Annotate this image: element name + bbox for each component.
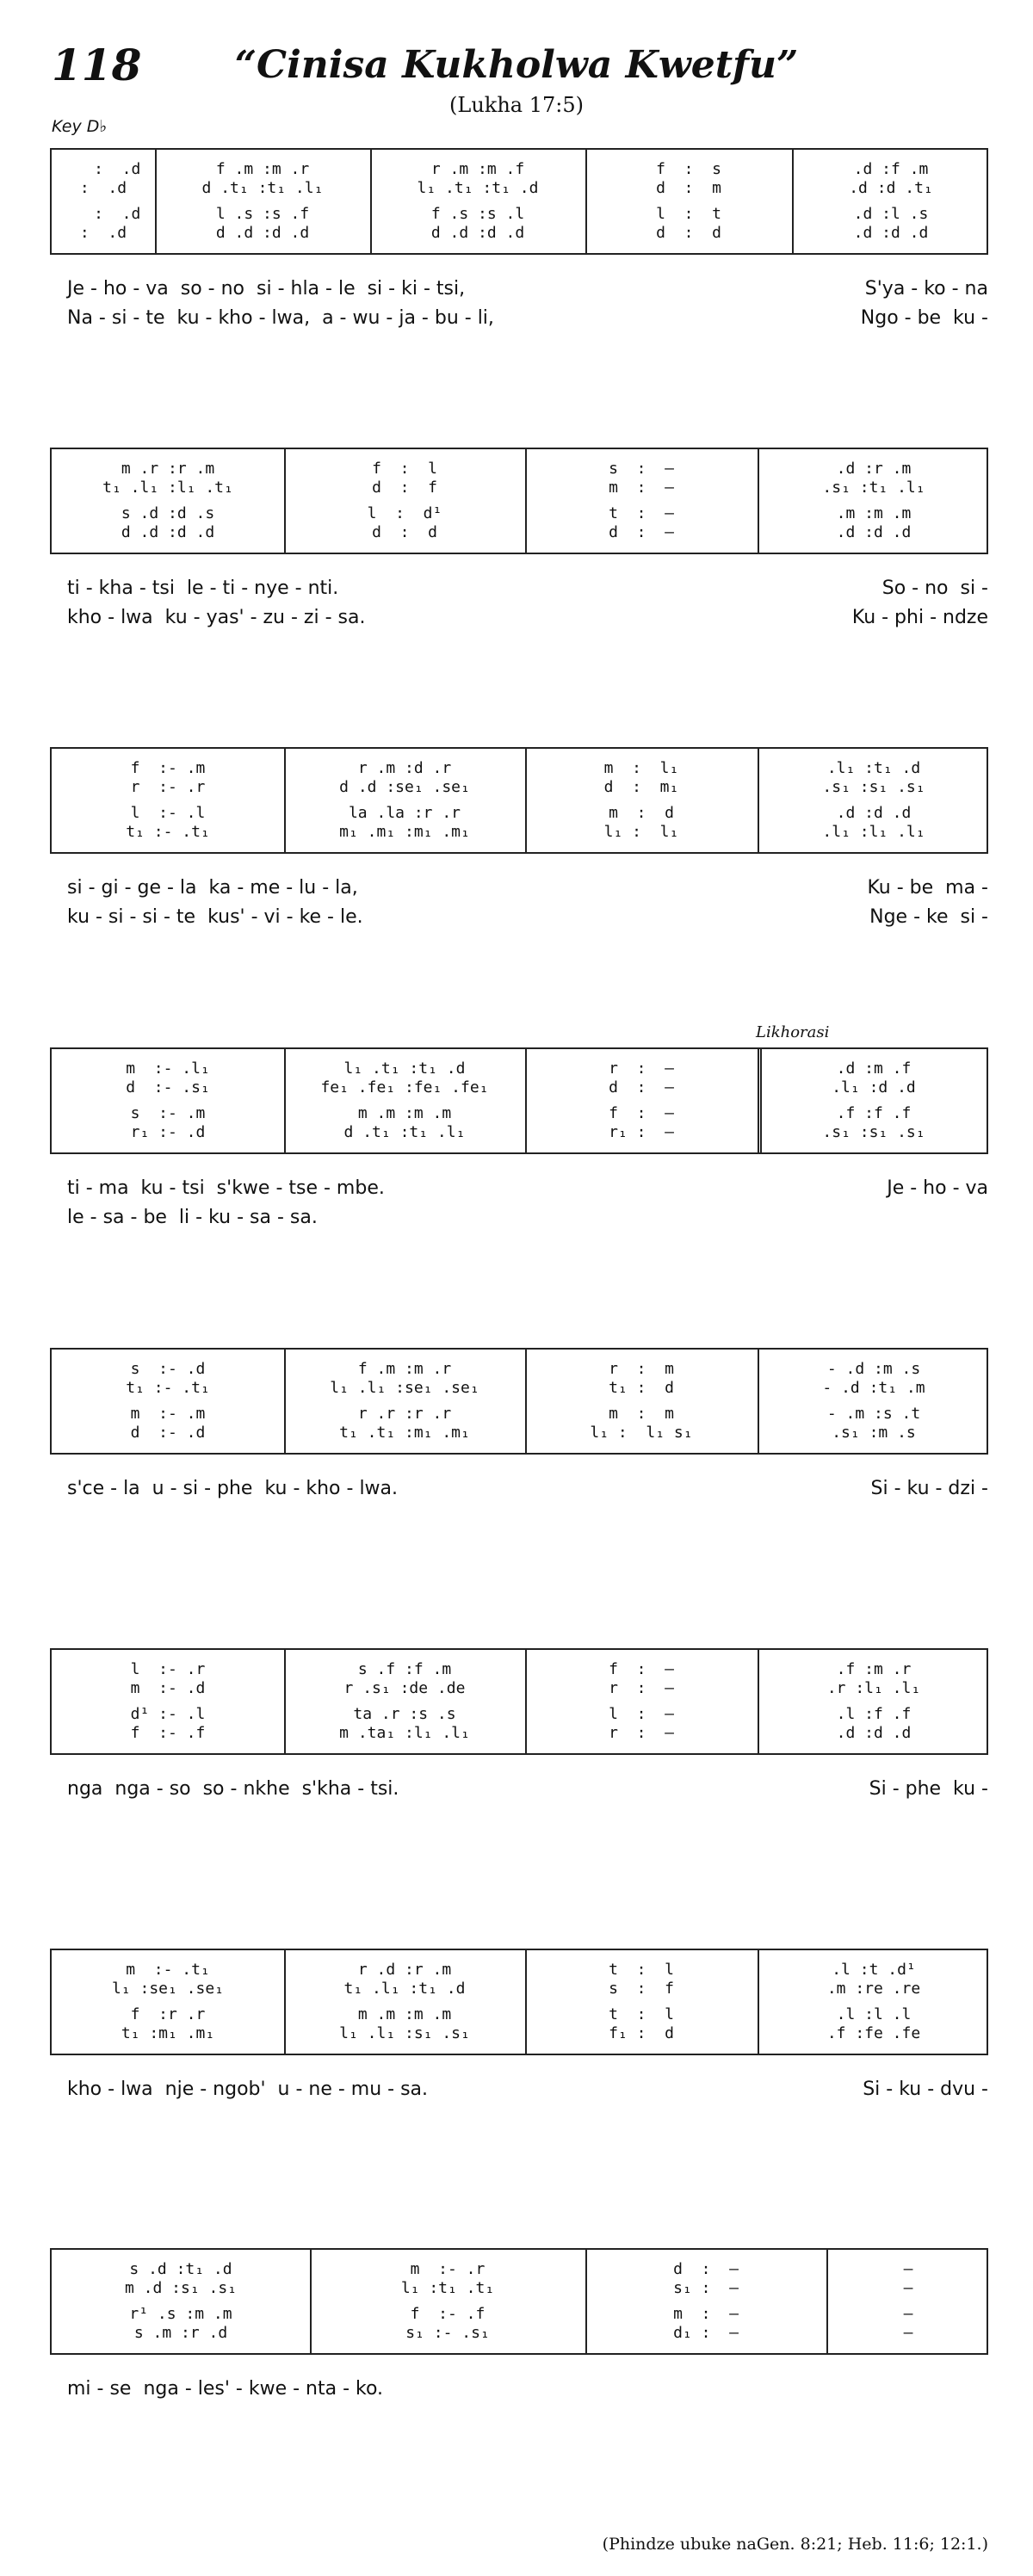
solfa-notes: l₁ : l₁: [603, 823, 679, 841]
solfa-notes: : .d: [65, 205, 141, 223]
solfa-notes: f .m :m .r: [215, 160, 310, 178]
solfa-notes: d : m₁: [603, 778, 679, 796]
solfa-notes: l₁ :t₁ .t₁: [400, 2279, 495, 2297]
solfa-notes: s .m :r .d: [133, 2324, 228, 2342]
solfa-notes: m .m :m .m: [357, 1104, 452, 1122]
solfa-notes: - .d :m .s: [826, 1360, 921, 1378]
solfa-notes: l :- .r: [130, 1660, 206, 1678]
solfa-notes: r .m :m .f: [430, 160, 525, 178]
solfa-notes: .s₁ :s₁ .s₁: [822, 1123, 925, 1141]
solfa-notes: .r :l₁ .l₁: [826, 1679, 921, 1697]
music-system: [50, 448, 988, 646]
solfa-notes: s :- .d: [130, 1360, 206, 1378]
solfa-notes: .f :m .r: [836, 1660, 912, 1678]
solfa-notes: .l :t .d¹: [832, 1961, 916, 1979]
staff-box: [50, 1348, 988, 1455]
solfa-notes: t₁ .l₁ :l₁ .t₁: [102, 479, 233, 497]
solfa-notes: : .d: [79, 179, 127, 197]
solfa-notes: f : —: [609, 1660, 674, 1678]
solfa-notes: : .d: [65, 160, 141, 178]
solfa-notes: s .f :f .m: [357, 1660, 452, 1678]
solfa-notes: .d :l .s: [853, 205, 929, 223]
solfa-notes: .d :d .d: [836, 1724, 912, 1742]
lyric-pickup: Ku - be ma -: [867, 877, 988, 899]
music-system: [50, 1949, 988, 2147]
solfa-notes: s₁ : —: [673, 2279, 739, 2297]
solfa-notes: m : d: [609, 804, 674, 822]
solfa-notes: m .ta₁ :l₁ .l₁: [339, 1724, 470, 1742]
solfa-notes: l₁ .l₁ :s₁ .s₁: [339, 2024, 470, 2042]
solfa-notes: m :- .t₁: [126, 1961, 210, 1979]
solfa-notes: m : —: [609, 479, 674, 497]
solfa-notes: m :- .l₁: [126, 1059, 210, 1078]
solfa-notes: f :- .f: [410, 2305, 486, 2323]
solfa-notes: s .d :d .s: [121, 504, 215, 522]
solfa-notes: t : —: [609, 504, 674, 522]
music-system: [50, 2248, 988, 2446]
solfa-notes: t₁ : d: [609, 1379, 674, 1397]
solfa-notes: l₁ :se₁ .se₁: [111, 1980, 225, 1998]
solfa-notes: m : m: [609, 1405, 674, 1423]
staff-box: [50, 1047, 988, 1154]
solfa-notes: f :- .f: [130, 1724, 206, 1742]
solfa-notes: .m :re .re: [826, 1980, 921, 1998]
solfa-notes: f .m :m .r: [357, 1360, 452, 1378]
solfa-notes: .d :d .d: [853, 224, 929, 242]
staff-box: [50, 148, 988, 255]
solfa-notes: s₁ :- .s₁: [405, 2324, 490, 2342]
solfa-notes: .s₁ :m .s: [832, 1424, 916, 1442]
lyric-pickup: Si - ku - dzi -: [870, 1478, 988, 1499]
solfa-notes: —: [903, 2305, 913, 2323]
solfa-notes: f₁ : d: [609, 2024, 674, 2042]
solfa-notes: t : l: [609, 1961, 674, 1979]
solfa-notes: m : l₁: [603, 759, 679, 777]
solfa-notes: l :- .l: [130, 804, 206, 822]
solfa-notes: l : —: [609, 1705, 674, 1723]
solfa-notes: d : —: [609, 1078, 674, 1096]
solfa-notes: f :- .m: [130, 759, 206, 777]
solfa-notes: m :- .d: [130, 1679, 206, 1697]
solfa-notes: d :- .s₁: [126, 1078, 210, 1096]
solfa-notes: d .d :d .d: [215, 224, 310, 242]
lyric-pickup: Ngo - be ku -: [860, 307, 988, 329]
lyric-line: kho - lwa nje - ngob' u - ne - mu - sa.: [67, 2079, 429, 2100]
footer-references: (Phindze ubuke naGen. 8:21; Heb. 11:6; 12:1.): [602, 2535, 988, 2554]
lyric-pickup: So - no si -: [881, 578, 988, 599]
lyric-pickup: Je - ho - va: [887, 1177, 988, 1199]
solfa-notes: l₁ .l₁ :se₁ .se₁: [330, 1379, 479, 1397]
solfa-notes: r .s₁ :de .de: [343, 1679, 466, 1697]
solfa-notes: f :r .r: [130, 2005, 206, 2023]
solfa-notes: r¹ .s :m .m: [129, 2305, 232, 2323]
key-signature: Key D♭: [52, 117, 108, 136]
solfa-notes: f : s: [656, 160, 721, 178]
solfa-notes: - .m :s .t: [826, 1405, 921, 1423]
solfa-notes: l : d¹: [367, 504, 442, 522]
lyric-line: nga nga - so so - nkhe s'kha - tsi.: [67, 1778, 399, 1800]
solfa-notes: s : f: [609, 1980, 674, 1998]
solfa-notes: t₁ :m₁ .m₁: [121, 2024, 215, 2042]
solfa-notes: d .d :d .d: [430, 224, 525, 242]
solfa-notes: s :- .m: [130, 1104, 206, 1122]
lyric-pickup: Nge - ke si -: [869, 906, 988, 928]
solfa-notes: m : —: [673, 2305, 739, 2323]
solfa-notes: m .r :r .m: [121, 460, 215, 478]
solfa-notes: r :- .r: [130, 778, 206, 796]
solfa-notes: d : f: [372, 479, 437, 497]
solfa-notes: r : m: [609, 1360, 674, 1378]
solfa-notes: m :- .r: [410, 2260, 486, 2278]
lyric-pickup: Si - ku - dvu -: [863, 2079, 988, 2100]
solfa-notes: d .t₁ :t₁ .l₁: [201, 179, 324, 197]
solfa-notes: l : t: [656, 205, 721, 223]
solfa-notes: .l₁ :d .d: [832, 1078, 916, 1096]
solfa-notes: s .d :t₁ .d: [129, 2260, 232, 2278]
lyric-line: Je - ho - va so - no si - hla - le si - ki - tsi,: [67, 278, 466, 300]
solfa-notes: : .d: [79, 224, 127, 242]
lyric-line: si - gi - ge - la ka - me - lu - la,: [67, 877, 358, 899]
song-title: “Cinisa Kukholwa Kwetfu”: [234, 43, 799, 87]
scripture-reference: (Lukha 17:5): [449, 93, 584, 117]
solfa-notes: d : —: [609, 523, 674, 541]
solfa-notes: m .m :m .m: [357, 2005, 452, 2023]
music-system: [50, 1023, 988, 1245]
solfa-notes: f .s :s .l: [430, 205, 525, 223]
solfa-notes: f : l: [372, 460, 437, 478]
solfa-notes: - .d :t₁ .m: [822, 1379, 925, 1397]
solfa-notes: .d :r .m: [836, 460, 912, 478]
lyric-line: ti - ma ku - tsi s'kwe - tse - mbe.: [67, 1177, 385, 1199]
solfa-notes: d .d :d .d: [121, 523, 215, 541]
lyric-line: ku - si - si - te kus' - vi - ke - le.: [67, 906, 363, 928]
solfa-notes: t₁ :- .t₁: [126, 1379, 210, 1397]
solfa-notes: t₁ .t₁ :m₁ .m₁: [339, 1424, 470, 1442]
solfa-notes: —: [903, 2279, 913, 2297]
solfa-notes: d₁ : —: [673, 2324, 739, 2342]
lyric-pickup: S'ya - ko - na: [864, 278, 988, 300]
staff-box: [50, 2248, 988, 2355]
solfa-notes: .l₁ :t₁ .d: [826, 759, 921, 777]
solfa-notes: d : m: [656, 179, 721, 197]
solfa-notes: .f :f .f: [836, 1104, 912, 1122]
lyric-line: ti - kha - tsi le - ti - nye - nti.: [67, 578, 339, 599]
music-system: [50, 148, 988, 346]
solfa-notes: .d :d .t₁: [849, 179, 933, 197]
music-system: [50, 747, 988, 945]
solfa-notes: t₁ .l₁ :t₁ .d: [343, 1980, 466, 1998]
solfa-notes: .s₁ :t₁ .l₁: [822, 479, 925, 497]
solfa-notes: l₁ .t₁ :t₁ .d: [417, 179, 539, 197]
solfa-notes: s : —: [609, 460, 674, 478]
solfa-notes: .d :d .d: [836, 804, 912, 822]
song-number: 118: [52, 40, 142, 90]
lyric-line: mi - se nga - les' - kwe - nta - ko.: [67, 2378, 384, 2400]
staff-box: [50, 747, 988, 854]
solfa-notes: d .d :se₁ .se₁: [339, 778, 470, 796]
lyric-line: le - sa - be li - ku - sa - sa.: [67, 1207, 318, 1228]
solfa-notes: m₁ .m₁ :m₁ .m₁: [339, 823, 470, 841]
solfa-notes: .l :f .f: [836, 1705, 912, 1723]
solfa-notes: d .t₁ :t₁ .l₁: [343, 1123, 466, 1141]
lyric-line: s'ce - la u - si - phe ku - kho - lwa.: [67, 1478, 399, 1499]
solfa-notes: d : d: [372, 523, 437, 541]
solfa-notes: l₁ : l₁ s₁: [590, 1424, 693, 1442]
lyric-pickup: Si - phe ku -: [869, 1778, 988, 1800]
solfa-notes: ta .r :s .s: [353, 1705, 456, 1723]
solfa-notes: .d :d .d: [836, 523, 912, 541]
solfa-notes: .d :f .m: [853, 160, 929, 178]
solfa-notes: d :- .d: [130, 1424, 206, 1442]
music-system: [50, 1648, 988, 1846]
chorus-label: Likhorasi: [756, 1023, 830, 1041]
music-system: [50, 1348, 988, 1546]
solfa-notes: —: [903, 2260, 913, 2278]
solfa-notes: .l :l .l: [836, 2005, 912, 2023]
staff-box: [50, 1648, 988, 1755]
solfa-notes: m :- .m: [130, 1405, 206, 1423]
solfa-notes: d : —: [673, 2260, 739, 2278]
solfa-notes: r : —: [609, 1724, 674, 1742]
solfa-notes: r : —: [609, 1679, 674, 1697]
solfa-notes: f : —: [609, 1104, 674, 1122]
staff-box: [50, 1949, 988, 2055]
lyric-line: Na - si - te ku - kho - lwa, a - wu - ja - bu - li,: [67, 307, 494, 329]
lyric-pickup: Ku - phi - ndze: [851, 607, 988, 628]
solfa-notes: r₁ : —: [609, 1123, 674, 1141]
solfa-notes: t : l: [609, 2005, 674, 2023]
solfa-notes: r .d :r .m: [357, 1961, 452, 1979]
solfa-notes: .l₁ :l₁ .l₁: [822, 823, 925, 841]
solfa-notes: l₁ .t₁ :t₁ .d: [343, 1059, 466, 1078]
solfa-notes: .m :m .m: [836, 504, 912, 522]
solfa-notes: d¹ :- .l: [130, 1705, 206, 1723]
solfa-notes: r : —: [609, 1059, 674, 1078]
solfa-notes: la .la :r .r: [348, 804, 461, 822]
solfa-notes: r .m :d .r: [357, 759, 452, 777]
solfa-notes: d : d: [656, 224, 721, 242]
solfa-notes: t₁ :- .t₁: [126, 823, 210, 841]
lyric-line: kho - lwa ku - yas' - zu - zi - sa.: [67, 607, 366, 628]
staff-box: [50, 448, 988, 554]
solfa-notes: r₁ :- .d: [130, 1123, 206, 1141]
solfa-notes: .s₁ :s₁ .s₁: [822, 778, 925, 796]
solfa-notes: —: [903, 2324, 913, 2342]
solfa-notes: .f :fe .fe: [826, 2024, 921, 2042]
solfa-notes: m .d :s₁ .s₁: [124, 2279, 238, 2297]
solfa-notes: fe₁ .fe₁ :fe₁ .fe₁: [320, 1078, 489, 1096]
solfa-notes: .d :m .f: [836, 1059, 912, 1078]
solfa-notes: l .s :s .f: [215, 205, 310, 223]
solfa-notes: r .r :r .r: [357, 1405, 452, 1423]
